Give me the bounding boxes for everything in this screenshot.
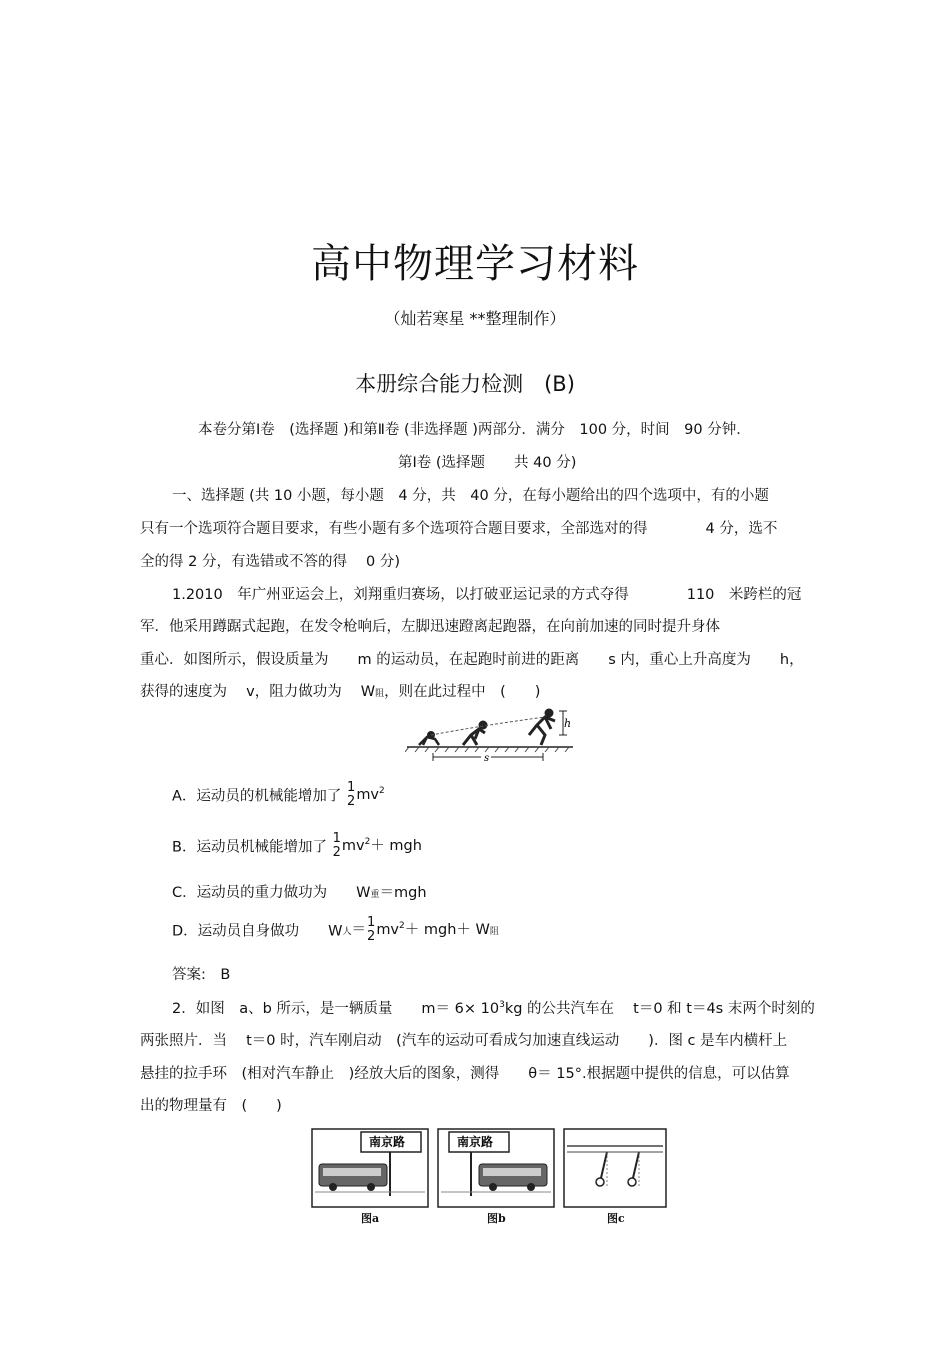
exam-heading: 本册综合能力检测 (B) xyxy=(355,372,575,396)
q2-line4: 出的物理量有 ( ) xyxy=(140,1098,282,1114)
runner-sprint-icon xyxy=(529,709,555,745)
q1-option-c: C．运动员的重力做功为 W重＝mgh xyxy=(172,885,427,901)
q1-option-b: B．运动员机械能增加了 1 2 $mv^2+$ mgh xyxy=(172,831,422,860)
page-subtitle: （灿若寒星 **整理制作） xyxy=(384,309,566,328)
fig-c-label: 图c xyxy=(607,1212,625,1225)
q1-line4: 获得的速度为 v，阻力做功为 W阻，则在此过程中 ( ) xyxy=(140,684,541,700)
q1-option-a: A．运动员的机械能增加了 1 2 $mv^2$ xyxy=(172,780,385,809)
distance-label: s xyxy=(484,753,490,763)
sprinter-start-figure xyxy=(405,705,575,763)
street-sign-b: 南京路 xyxy=(457,1135,494,1149)
height-label: h xyxy=(564,717,572,730)
bus-photo-b xyxy=(437,1128,555,1208)
q2-line3: 悬挂的拉手环 (相对汽车静止 )经放大后的图象，测得 θ＝ 15°.根据题中提供的信息，可以估算 xyxy=(140,1066,790,1082)
runner-crouch-icon xyxy=(419,732,439,746)
fig-b-label: 图b xyxy=(487,1212,506,1225)
q1-option-d: D．运动员自身做功 W人＝ 1 2 $mv^2+ mgh+ W$阻 xyxy=(172,915,499,944)
q1-line3: 重心．如图所示，假设质量为 m 的运动员，在起跑时前进的距离 s 内，重心上升高度为 h， xyxy=(140,652,804,668)
runner-rising-icon xyxy=(463,721,487,745)
fig-a-label: 图a xyxy=(361,1212,380,1225)
exam-intro: 本卷分第Ⅰ卷 (选择题 )和第Ⅱ卷 (非选择题 )两部分．满分 100 分，时间 90 分钟． xyxy=(198,422,751,438)
section1-line3: 全的得 2 分，有选错或不答的得 0 分) xyxy=(140,554,401,570)
page-title: 高中物理学习材料 xyxy=(311,241,639,287)
section1-line2: 只有一个选项符合题目要求，有些小题有多个选项符合题目要求，全部选对的得 4 分，选不 xyxy=(140,521,778,537)
bus-photo-a xyxy=(311,1128,429,1208)
q2-line2: 两张照片．当 t＝0 时，汽车刚启动 (汽车的运动可看成匀加速直线运动 )．图 c 是车内横杆上 xyxy=(140,1033,788,1049)
q1-line2: 军．他采用蹲踞式起跑，在发令枪响后，左脚迅速蹬离起跑器，在向前加速的同时提升身体 xyxy=(140,619,720,635)
section1-line1: 一、选择题 (共 10 小题，每小题 4 分，共 40 分，在每小题给出的四个选项中，有的小题 xyxy=(172,488,769,504)
q1-line1: 1.2010 年广州亚运会上，刘翔重归赛场，以打破亚运记录的方式夺得 110 米跨栏的冠 xyxy=(172,587,802,603)
q2-line1: 2．如图 a、b 所示，是一辆质量 $m= 6\times 10^3kg$ 的公共汽车在 t＝0 和 t＝4s 末两个时刻的 xyxy=(172,1000,815,1017)
street-sign-a: 南京路 xyxy=(369,1135,406,1149)
handle-ring-photo-c xyxy=(563,1128,667,1208)
part1-title: 第Ⅰ卷 (选择题 共 40 分) xyxy=(398,455,577,471)
q1-answer: 答案: B xyxy=(172,967,231,983)
